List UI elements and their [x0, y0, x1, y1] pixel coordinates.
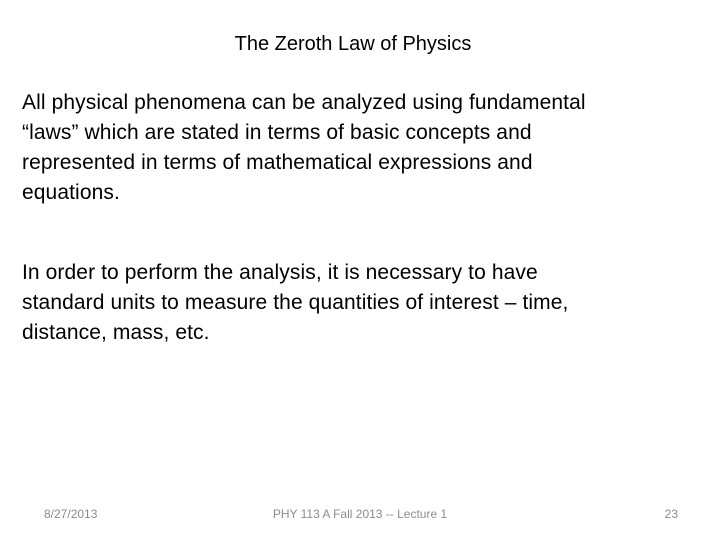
- paragraph-line: represented in terms of mathematical expressions and: [22, 151, 533, 174]
- footer-page-number: 23: [664, 507, 678, 521]
- paragraph-laws: [22, 88, 702, 208]
- paragraph-line: “laws” which are stated in terms of basic concepts and: [22, 121, 532, 144]
- paragraph-line: distance, mass, etc.: [22, 321, 210, 344]
- paragraph-line: All physical phenomena can be analyzed using fundamental: [22, 91, 586, 114]
- footer-course: PHY 113 A Fall 2013 -- Lecture 1: [272, 507, 448, 521]
- slide-title: The Zeroth Law of Physics: [234, 33, 472, 55]
- paragraph-units: [22, 258, 702, 348]
- footer-date: 8/27/2013: [44, 507, 98, 521]
- paragraph-line: equations.: [22, 181, 120, 204]
- paragraph-line: In order to perform the analysis, it is necessary to have: [22, 261, 538, 284]
- paragraph-line: standard units to measure the quantities of interest – time,: [22, 291, 569, 314]
